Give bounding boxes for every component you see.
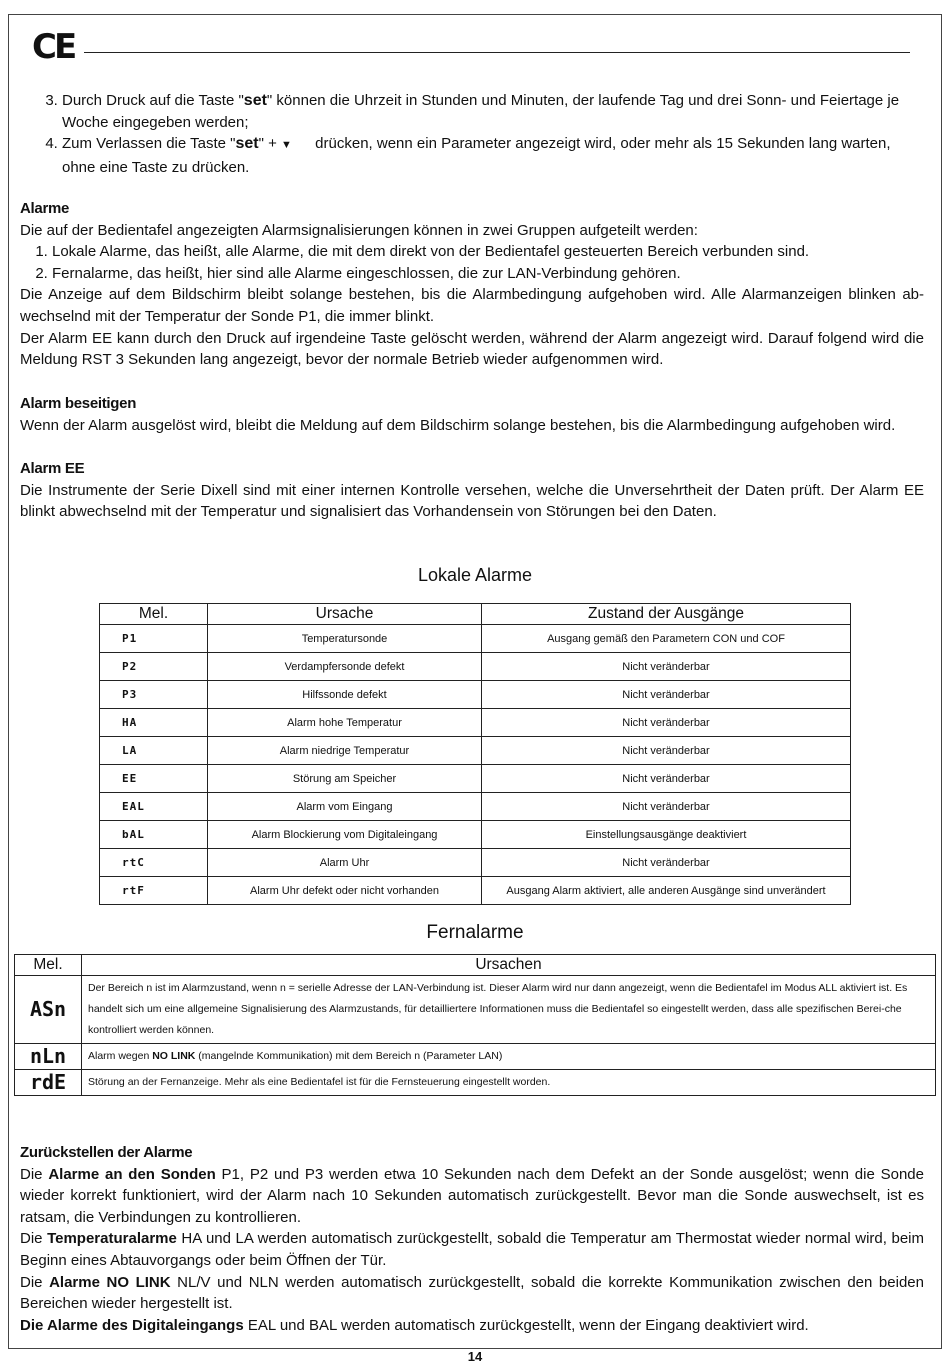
reset-paragraph: Die Alarme des Digitaleingangs EAL und BAL werden automatisch zurückgestellt, wenn der Eingang deaktiviert wird. <box>20 1316 809 1334</box>
alarme-paragraph: Der Alarm EE kann durch den Druck auf irgendeine Taste gelöscht werden, während der Alarm angezeigt wird. Darauf folgend wird die Meldung RST 3 Sekunden lang angezeigt, bevor der normale Betrieb wieder aufgenommen wird. <box>20 329 924 369</box>
local-alarms-title: Lokale Alarme <box>417 565 533 585</box>
steps-section <box>20 90 924 178</box>
beseitigen-section <box>20 393 924 436</box>
alarme-list <box>20 241 924 284</box>
table-row <box>100 625 851 653</box>
cause-cell: Alarm wegen NO LINK (mangelnde Kommunikation) mit dem Bereich n (Parameter LAN) <box>82 1044 936 1070</box>
cause-cell: Alarm hohe Temperatur <box>208 709 482 737</box>
output-state-cell: Nicht veränderbar <box>482 765 851 793</box>
column-header: Zustand der Ausgänge <box>482 604 851 625</box>
cause-cell: Alarm Uhr defekt oder nicht vorhanden <box>208 877 482 905</box>
alarm-code-cell: rtC <box>100 849 208 877</box>
cause-cell: Störung am Speicher <box>208 765 482 793</box>
reset-paragraph: Die Alarme an den Sonden P1, P2 und P3 werden etwa 10 Sekunden nach dem Defekt an der Sonde ausgelöst; wenn die Sonde wieder korrekt funktioniert, wird der Alarm nach 10 Sekunden automatisch zurückgestellt. Bevor man die Sonde auswechselt, ist es ratsam, die Verbindungen zu kontrollieren. <box>20 1165 924 1226</box>
set-key-label: set <box>235 135 259 153</box>
output-state-cell: Ausgang Alarm aktiviert, alle anderen Ausgänge sind unverändert <box>482 877 851 905</box>
cause-cell: Alarm Blockierung vom Digitaleingang <box>208 821 482 849</box>
steps-list <box>20 90 924 178</box>
ce-mark-logo: CE <box>32 27 75 67</box>
remote-alarms-table <box>14 954 936 1096</box>
alarm-code-cell: P2 <box>100 653 208 681</box>
table-header-row <box>15 955 936 976</box>
alarme-intro: Die auf der Bedientafel angezeigten Alarmsignalisierungen können in zwei Gruppen aufgeteilt werden: <box>20 221 698 239</box>
table-header-row <box>100 604 851 625</box>
table-row <box>100 681 851 709</box>
cause-cell: Alarm niedrige Temperatur <box>208 737 482 765</box>
table-row <box>100 765 851 793</box>
alarm-code-cell: HA <box>100 709 208 737</box>
reset-section <box>20 1142 924 1336</box>
table-row <box>100 737 851 765</box>
step-4: 4. Zum Verlassen die Taste "set" + ▼ drücken, wenn ein Parameter angezeigt wird, oder mehr als 15 Sekunden lang warten, ohne eine Taste zu drücken. <box>62 133 924 178</box>
alarm-ee-heading: Alarm EE <box>20 460 85 477</box>
page-number: 14 <box>467 1349 483 1364</box>
beseitigen-heading: Alarm beseitigen <box>20 395 137 412</box>
alarm-code-cell: EE <box>100 765 208 793</box>
reset-heading: Zurückstellen der Alarme <box>20 1144 193 1161</box>
reset-paragraph: Die Alarme NO LINK NL/V und NLN werden automatisch zurückgestellt, sobald die korrekte Kommunikation zwischen den beiden Bereichen wieder hergestellt ist. <box>20 1273 924 1313</box>
alarme-item-remote: 2. Fernalarme, das heißt, hier sind alle Alarme eingeschlossen, die zur LAN-Verbindung gehören. <box>52 263 924 285</box>
table-row <box>100 793 851 821</box>
alarm-code-cell: nLn <box>15 1044 82 1070</box>
output-state-cell: Nicht veränderbar <box>482 849 851 877</box>
cause-cell: Temperatursonde <box>208 625 482 653</box>
table-row <box>15 1070 936 1096</box>
down-arrow-icon: ▼ <box>281 139 292 152</box>
output-state-cell: Nicht veränderbar <box>482 709 851 737</box>
alarme-section <box>20 198 924 371</box>
table-row <box>100 709 851 737</box>
step-3: 3. Durch Druck auf die Taste "set" können die Uhrzeit in Stunden und Minuten, der laufende Tag und drei Sonn- und Feiertage je Woche eingegeben werden; <box>62 90 924 133</box>
cause-cell: Verdampfersonde defekt <box>208 653 482 681</box>
remote-alarms-title: Fernalarme <box>426 922 524 943</box>
output-state-cell: Nicht veränderbar <box>482 737 851 765</box>
alarm-code-cell: LA <box>100 737 208 765</box>
table-row <box>100 877 851 905</box>
output-state-cell: Einstellungsausgänge deaktiviert <box>482 821 851 849</box>
table-row <box>15 976 936 1044</box>
alarm-code-cell: EAL <box>100 793 208 821</box>
cause-cell: Störung an der Fernanzeige. Mehr als eine Bedientafel ist für die Fernsteuerung eingestellt worden. <box>82 1070 936 1096</box>
alarm-code-cell: bAL <box>100 821 208 849</box>
alarm-ee-text: Die Instrumente der Serie Dixell sind mit einer internen Kontrolle versehen, welche die Unversehrtheit der Daten prüft. Der Alarm EE blinkt abwechselnd mit der Temperatur und signalisiert das Vorhandensein von Störungen bei den Daten. <box>20 481 924 521</box>
alarm-ee-section <box>20 458 924 523</box>
beseitigen-text: Wenn der Alarm ausgelöst wird, bleibt die Meldung auf dem Bildschirm solange bestehen, bis die Alarmbedingung aufgehoben wird. <box>20 416 896 434</box>
column-header: Ursachen <box>82 955 936 976</box>
header-rule <box>84 52 910 53</box>
output-state-cell: Ausgang gemäß den Parametern CON und COF <box>482 625 851 653</box>
alarme-item-local: 1. Lokale Alarme, das heißt, alle Alarme, die mit dem direkt von der Bedientafel gesteuerten Bereich verbunden sind. <box>52 241 924 263</box>
alarm-code-cell: rtF <box>100 877 208 905</box>
output-state-cell: Nicht veränderbar <box>482 653 851 681</box>
alarme-paragraph: Die Anzeige auf dem Bildschirm bleibt solange bestehen, bis die Alarmbedingung aufgehoben wird. Alle Alarmanzeigen blinken ab-wechselnd mit der Temperatur der Sonde P1, die immer blinkt. <box>20 286 924 325</box>
alarm-code-cell: rdE <box>15 1070 82 1096</box>
alarm-code-cell: P3 <box>100 681 208 709</box>
output-state-cell: Nicht veränderbar <box>482 793 851 821</box>
table-row <box>100 821 851 849</box>
table-row <box>100 849 851 877</box>
column-header: Mel. <box>100 604 208 625</box>
table-row <box>100 653 851 681</box>
alarm-code-cell: P1 <box>100 625 208 653</box>
cause-cell: Der Bereich n ist im Alarmzustand, wenn n = serielle Adresse der LAN-Verbindung ist. Dieser Alarm wird nur dann angezeigt, wenn die Bedientafel im Modus ALL aktiviert ist. Es handelt sich um eine allgemeine Signalisierung des Alarmzustands, für detailliertere Informationen muss die Bedientafel so eingestellt werden, dass alle spezifischen Berei-che kontrolliert werden können. <box>82 976 936 1044</box>
cause-cell: Hilfssonde defekt <box>208 681 482 709</box>
column-header: Ursache <box>208 604 482 625</box>
alarme-heading: Alarme <box>20 200 70 217</box>
cause-cell: Alarm Uhr <box>208 849 482 877</box>
local-alarms-table <box>99 603 851 905</box>
set-key-label: set <box>243 92 267 109</box>
table-row <box>15 1044 936 1070</box>
cause-cell: Alarm vom Eingang <box>208 793 482 821</box>
alarm-code-cell: ASn <box>15 976 82 1044</box>
output-state-cell: Nicht veränderbar <box>482 681 851 709</box>
column-header: Mel. <box>15 955 82 976</box>
reset-paragraph: Die Temperaturalarme HA und LA werden automatisch zurückgestellt, sobald die Temperatur am Thermostat wieder normal wird, beim Beginn eines Abtauvorgangs oder beim Öffnen der Tür. <box>20 1230 924 1269</box>
